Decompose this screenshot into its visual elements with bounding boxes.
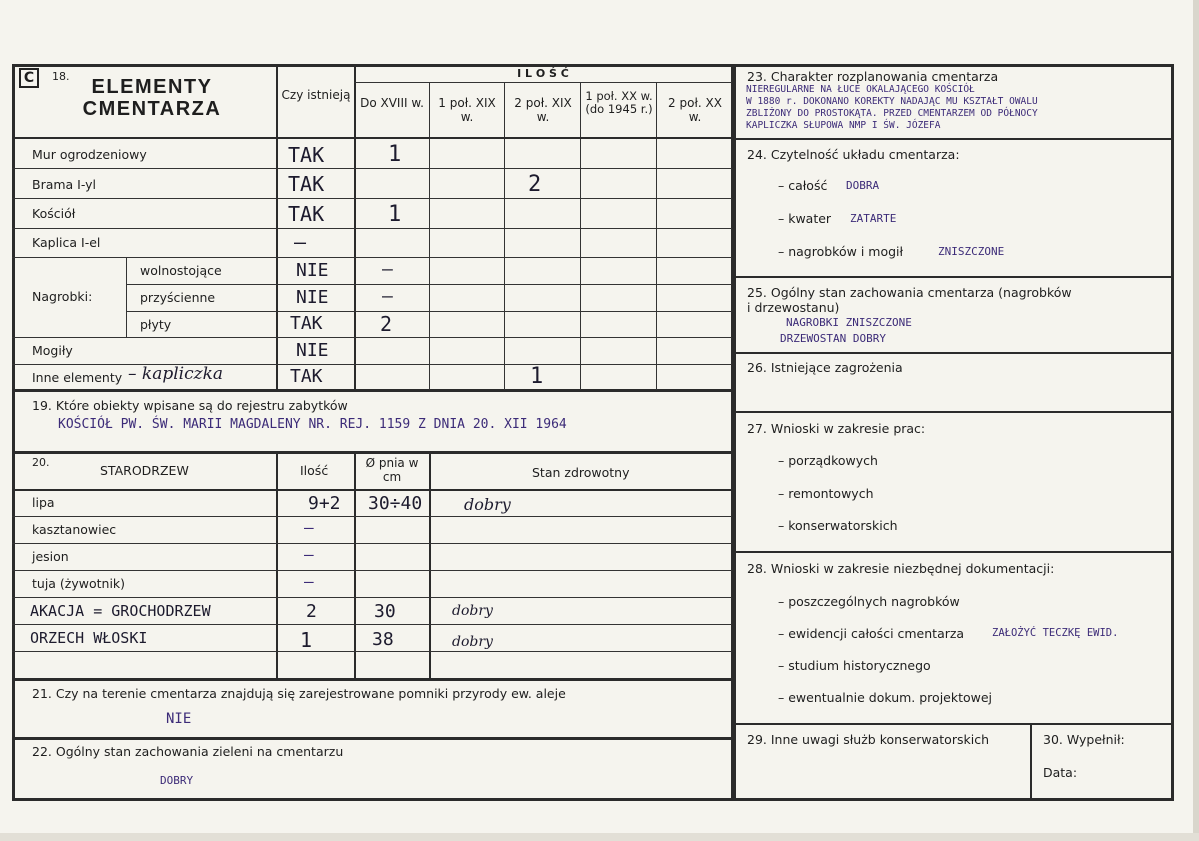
section-21-answer: NIE — [166, 711, 192, 727]
kosciol-exists: TAK — [288, 202, 325, 226]
section-23-line2: W 1880 r. DOKONANO KOREKTY NADAJĄC MU KSZTAŁT OWALU — [746, 96, 1038, 107]
card-bottom-edge — [0, 833, 1199, 841]
section-23-line1: NIEREGULARNE NA ŁUCE OKALAJĄCEGO KOŚCIÓŁ — [746, 84, 975, 95]
section-21-label: 21. Czy na terenie cmentarza znajdują się zarejestrowane pomniki przyrody ew. aleje — [32, 686, 566, 701]
tree-name-lipa: lipa — [32, 495, 55, 510]
row-label-mur: Mur ogrodzeniowy — [32, 147, 147, 162]
tree-count-lipa: 9+2 — [308, 493, 341, 514]
col-header-2pol-xx: 2 poł. XX w. — [668, 96, 722, 125]
section-18-title-line1: ELEMENTY — [91, 76, 213, 98]
kaplica-exists: — — [294, 230, 307, 254]
col-header-exists: Czy istnieją — [281, 88, 351, 102]
tree-count-jesion: — — [304, 545, 314, 564]
s27-item-porzadkowych: – porządkowych — [778, 453, 878, 468]
s28-item-ewidencji-label: – ewidencji całości cmentarza — [778, 626, 965, 641]
s24-item-nagrobki-label: – nagrobków i mogił — [778, 244, 904, 259]
col-header-do-xviii: Do XVIII w. — [360, 96, 424, 110]
kosciol-do-xviii: 1 — [388, 202, 402, 227]
section-23-label: 23. Charakter rozplanowania cmentarza — [747, 69, 999, 84]
tree-name-orzech: ORZECH WŁOSKI — [30, 629, 148, 647]
s27-item-remontowych: – remontowych — [778, 486, 874, 501]
brama-exists: TAK — [288, 172, 325, 196]
s28-item-studium: – studium historycznego — [778, 658, 931, 673]
mur-exists: TAK — [288, 143, 325, 167]
s28-item-projektowej: – ewentualnie dokum. projektowej — [778, 690, 993, 705]
section-27-label: 27. Wnioski w zakresie prac: — [747, 421, 926, 436]
tree-health-akacja: dobry — [452, 603, 493, 619]
series-letter: C — [23, 70, 35, 86]
przysc-exists: NIE — [296, 287, 329, 308]
section-20-title: STARODRZEW — [100, 463, 189, 478]
wolno-do-xviii: — — [382, 259, 393, 280]
section-26-label: 26. Istniejące zagrożenia — [747, 360, 903, 375]
s27-item-konserwatorskich: – konserwatorskich — [778, 518, 898, 533]
tree-count-akacja: 2 — [306, 601, 317, 622]
tree-diameter-orzech: 38 — [372, 629, 394, 650]
tree-name-jesion: jesion — [32, 549, 69, 564]
s24-item-nagrobki-value: ZNISZCZONE — [938, 245, 1005, 258]
s24-item-kwater-label: – kwater — [778, 211, 832, 226]
section-22-label: 22. Ogólny stan zachowania zieleni na cmentarzu — [32, 744, 344, 759]
section-18-number: 18. — [52, 70, 70, 83]
przysc-do-xviii: — — [382, 286, 393, 307]
row-label-kaplica: Kaplica I-el — [32, 235, 101, 250]
series-letter-box — [19, 68, 39, 88]
tree-name-tuja: tuja (żywotnik) — [32, 576, 126, 591]
row-label-inne: Inne elementy — [32, 370, 123, 385]
section-29-label: 29. Inne uwagi służb konserwatorskich — [747, 732, 989, 747]
section-18-title-line2: CMENTARZA — [82, 98, 222, 120]
row-label-plyty: płyty — [140, 317, 172, 332]
s28-item-nagrobkow: – poszczególnych nagrobków — [778, 594, 960, 609]
tree-count-tuja: — — [304, 572, 314, 591]
section-30-label: 30. Wypełnił: — [1043, 732, 1125, 747]
mogily-exists: NIE — [296, 340, 329, 361]
tree-diameter-lipa: 30÷40 — [368, 493, 423, 514]
tree-count-kasztanowiec: — — [304, 518, 314, 537]
section-30-date-label: Data: — [1043, 765, 1078, 780]
row-label-mogily: Mogiły — [32, 343, 73, 358]
row-label-brama: Brama I-yl — [32, 177, 97, 192]
tree-name-kasztanowiec: kasztanowiec — [32, 522, 117, 537]
section-19-label: 19. Które obiekty wpisane są do rejestru zabytków — [32, 398, 348, 413]
tree-health-lipa: dobry — [464, 495, 511, 514]
col-header-2pol-xix: 2 poł. XIX w. — [514, 96, 572, 125]
card-edge — [1193, 0, 1199, 841]
section-19-answer: KOŚCIÓŁ PW. ŚW. MARII MAGDALENY NR. REJ. 1159 Z DNIA 20. XII 1964 — [58, 417, 567, 432]
col-header-1pol-xix: 1 poł. XIX w. — [438, 96, 496, 125]
s24-item-calosc-value: DOBRA — [846, 179, 880, 192]
section-22-answer: DOBRY — [160, 774, 194, 787]
section-25-answer-1: NAGROBKI ZNISZCZONE — [786, 316, 912, 329]
tree-health-orzech: dobry — [452, 634, 493, 650]
section-20-number: 20. — [32, 456, 50, 469]
section-25-label-2: i drzewostanu) — [747, 300, 840, 315]
section-25-answer-2: DRZEWOSTAN DOBRY — [780, 332, 886, 345]
row-label-przyscienne: przyścienne — [140, 290, 216, 305]
section-28-label: 28. Wnioski w zakresie niezbędnej dokumentacji: — [747, 561, 1055, 576]
row-label-nagrobki: Nagrobki: — [32, 289, 93, 304]
section-23-line4: KAPLICZKA SŁUPOWA NMP I ŚW. JÓZEFA — [746, 120, 941, 131]
section-23-line3: ZBLIŻONY DO PROSTOKĄTA. PRZED CMENTARZEM OD PÓŁNOCY — [746, 108, 1038, 119]
s24-item-kwater-value: ZATARTE — [850, 212, 897, 225]
section-18-title — [52, 76, 252, 120]
wolno-exists: NIE — [296, 260, 329, 281]
inne-value: – kapliczka — [128, 364, 224, 384]
col-header-ilosc: I L O Ś Ć — [517, 67, 569, 80]
section-25-label-1: 25. Ogólny stan zachowania cmentarza (nagrobków — [747, 285, 1072, 300]
tree-name-akacja: AKACJA = GROCHODRZEW — [30, 602, 211, 620]
row-label-wolnostojace: wolnostojące — [140, 263, 222, 278]
s28-item-ewidencji-value: ZAŁOŻYĆ TECZKĘ EWID. — [992, 627, 1119, 639]
col-header-diameter: Ø pnia w cm — [365, 456, 419, 484]
col-header-count: Ilość — [300, 463, 329, 478]
mur-do-xviii: 1 — [388, 142, 402, 167]
tree-diameter-akacja: 30 — [374, 601, 396, 622]
inne-exists: TAK — [290, 366, 323, 387]
section-24-label: 24. Czytelność układu cmentarza: — [747, 147, 960, 162]
s24-item-calosc-label: – całość — [778, 178, 828, 193]
col-header-1pol-xx: 1 poł. XX w. (do 1945 r.) — [585, 89, 653, 117]
tree-count-orzech: 1 — [300, 628, 313, 652]
brama-2pol-xix: 2 — [528, 172, 542, 197]
col-header-health: Stan zdrowotny — [532, 465, 630, 480]
row-label-kosciol: Kościół — [32, 206, 76, 221]
plyty-exists: TAK — [290, 313, 323, 334]
plyty-do-xviii: 2 — [380, 312, 393, 336]
inne-2pol-xix: 1 — [530, 364, 544, 389]
